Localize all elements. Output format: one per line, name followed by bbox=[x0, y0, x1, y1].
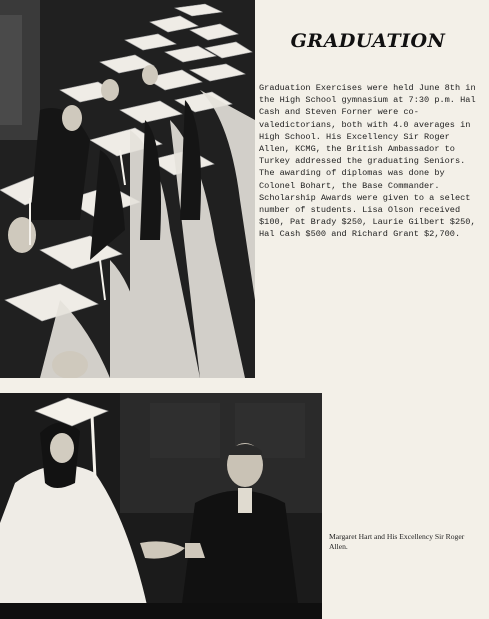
handshake-photo bbox=[0, 393, 322, 619]
graduates-photo-illustration bbox=[0, 0, 255, 378]
handshake-photo-illustration bbox=[0, 393, 322, 619]
article-body: Graduation Exercises were held June 8th in the High School gymnasium at 7:30 p.m. Hal Cash and Steven Forner were co-valedictorians, both with 4.0 averages in High School. His Excellency Sir Roger Allen, KCMG, the British Ambassador to Turkey addressed the graduating Seniors. The awarding of diplomas was done by Colonel Bohart, the Base Commander. Scholarship Awards were given to a select number of students. Lisa Olson received $100, Pat Brady $250, Laurie Gilbert $250, Hal Cash $500 and Richard Grant $2,700. bbox=[259, 83, 476, 240]
graduates-photo bbox=[0, 0, 255, 378]
photo-caption: Margaret Hart and His Excellency Sir Roger Allen. bbox=[329, 532, 465, 551]
article-title: GRADUATION bbox=[290, 30, 446, 52]
